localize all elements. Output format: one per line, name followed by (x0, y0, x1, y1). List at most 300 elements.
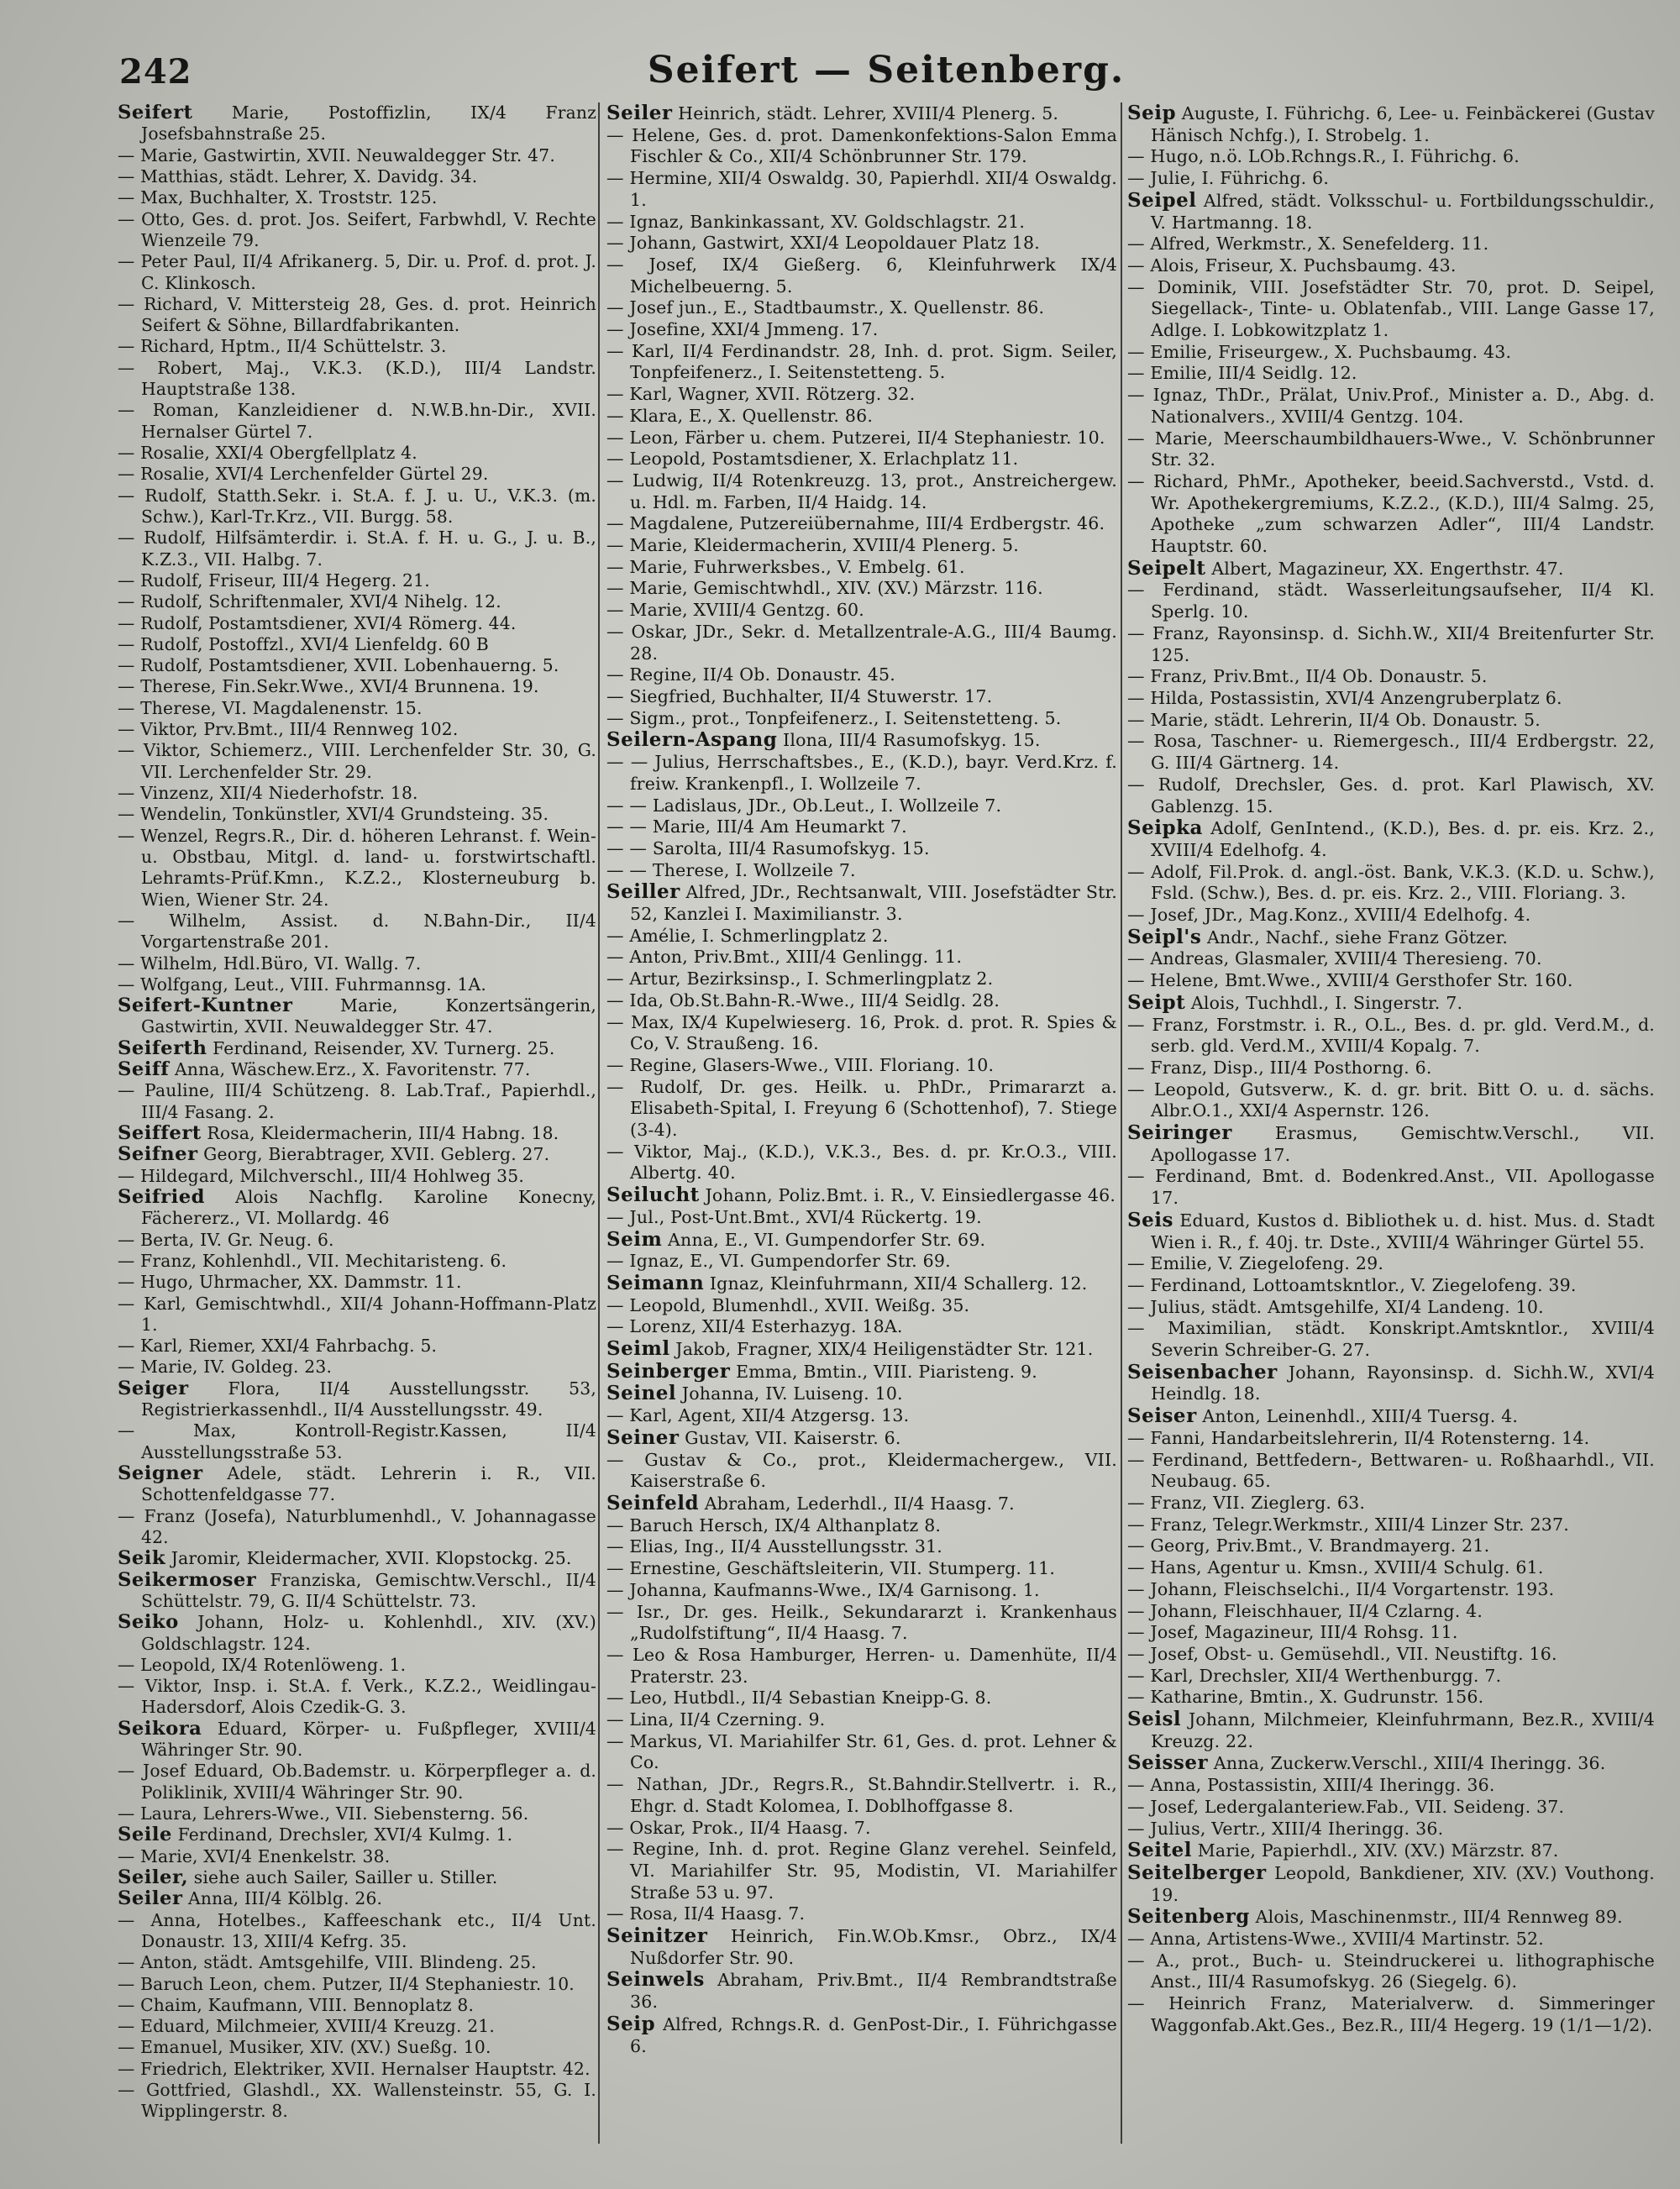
directory-entry (1127, 234, 1655, 255)
entry-text: — Leo, Hutbdl., II/4 Sebastian Kneipp-G. 8. (606, 1688, 992, 1709)
directory-entry (118, 358, 596, 401)
entry-text: — Rosalie, XVI/4 Lerchenfelder Gürtel 29. (118, 464, 489, 485)
entry-text: Erasmus, Gemischtw.Verschl., VII. Apollogasse 17. (1151, 1123, 1655, 1165)
entry-text: — Adolf, Fil.Prok. d. angl.-öst. Bank, V.K.3. (K.D. u. Schw.), Fsld. (Schw.), Bes. d. pr. eis. Krz. 2., VIII. Floriang. 3. (1127, 861, 1655, 904)
directory-entry (1127, 1405, 1655, 1428)
entry-surname: Seilucht (606, 1184, 700, 1207)
entry-text: — Peter Paul, II/4 Afrikanerg. 5, Dir. u. Prof. d. prot. J. C. Klinkosch. (118, 251, 596, 293)
entry-text: — Johann, Gastwirt, XXI/4 Leopoldauer Platz 18. (606, 233, 1040, 254)
entry-text: — Leopold, Postamtsdiener, X. Erlachplatz 11. (606, 449, 1019, 470)
entry-text: — Siegfried, Buchhalter, II/4 Stuwerstr. 17. (606, 685, 993, 706)
directory-entry (606, 1493, 1117, 1515)
entry-text: — Anna, Postassistin, XIII/4 Iheringg. 36. (1127, 1775, 1495, 1796)
directory-entry (118, 209, 596, 252)
directory-entry (118, 251, 596, 294)
directory-entry (1127, 428, 1655, 471)
entry-text: — Viktor, Maj., (K.D.), V.K.3., Bes. d. pr. Kr.O.3., VIII. Albertg. 40. (606, 1141, 1117, 1184)
entry-text: — Hilda, Postassistin, XVI/4 Anzengruberplatz 6. (1127, 687, 1562, 708)
entry-text: Johann, Milchmeier, Kleinfuhrmann, Bez.R., XVIII/4 Kreuzg. 22. (1151, 1709, 1655, 1751)
entry-surname: Seiringer (1127, 1121, 1232, 1145)
entry-text: — Rudolf, Drechsler, Ges. d. prot. Karl Plawisch, XV. Gablenzg. 15. (1127, 774, 1655, 816)
directory-entry (118, 1294, 596, 1336)
entry-text: Johanna, IV. Luiseng. 10. (676, 1383, 903, 1404)
directory-entry (118, 591, 596, 612)
directory-entry (1127, 1644, 1655, 1666)
directory-entry (606, 1969, 1117, 2013)
directory-entry (1127, 277, 1655, 342)
directory-entry (1127, 1929, 1655, 1950)
entry-text: Anna, III/4 Kölblg. 26. (182, 1888, 383, 1909)
directory-entry (1127, 927, 1655, 949)
directory-entry (606, 1925, 1117, 1969)
directory-entry (118, 1463, 596, 1506)
directory-entry (1127, 731, 1655, 774)
directory-entry (1127, 1058, 1655, 1079)
directory-entry (118, 974, 596, 995)
entry-text: — Rudolf, Friseur, III/4 Hegerg. 21. (118, 570, 430, 591)
directory-entry (1127, 970, 1655, 992)
entry-text: — Leon, Färber u. chem. Putzerei, II/4 Stephaniestr. 10. (606, 427, 1105, 448)
entry-text: — Oskar, Prok., II/4 Haasg. 7. (606, 1817, 871, 1838)
entry-text: — Josef, Obst- u. Gemüsehdl., VII. Neustiftg. 16. (1127, 1643, 1557, 1664)
entry-surname: Seiffert (118, 1122, 202, 1144)
directory-entry (1127, 1362, 1655, 1405)
entry-surname: Seinberger (606, 1359, 731, 1383)
directory-entry (118, 676, 596, 697)
entry-surname: Seiler (118, 1887, 183, 1910)
directory-entry (606, 535, 1117, 557)
entry-text: Leopold, Bankdiener, XIV. (XV.) Vouthong. 19. (1151, 1862, 1655, 1905)
entry-surname: Seilern-Aspang (606, 728, 778, 752)
directory-entry (118, 804, 596, 825)
entry-surname: Seitelberger (1127, 1861, 1267, 1884)
entry-text: — Jul., Post-Unt.Bmt., XVI/4 Rückertg. 19. (606, 1206, 982, 1227)
directory-entry (1127, 948, 1655, 970)
entry-text: Alois Nachflg. Karoline Konecny, Fächererz., VI. Mollardg. 46 (141, 1186, 596, 1229)
directory-entry (606, 1229, 1117, 1252)
entry-text: — Rudolf, Schriftenmaler, XVI/4 Nihelg. 12. (118, 591, 501, 612)
entry-text: — Franz, Telegr.Werkmstr., XIII/4 Linzer Str. 237. (1127, 1514, 1569, 1535)
entry-text: Alfred, städt. Volksschul- u. Fortbildungsschuldir., V. Hartmanng. 18. (1151, 190, 1655, 233)
directory-entry (1127, 342, 1655, 364)
directory-entry (1127, 688, 1655, 710)
directory-entry (606, 2013, 1117, 2057)
entry-text: — Leo & Rosa Hamburger, Herren- u. Damenhüte, II/4 Praterstr. 23. (606, 1644, 1117, 1687)
entry-text: — Franz, Rayonsinsp. d. Sichh.W., XII/4 Breitenfurter Str. 125. (1127, 622, 1655, 665)
directory-entry (1127, 1015, 1655, 1058)
directory-entry (606, 708, 1117, 730)
entry-text: — Helene, Ges. d. prot. Damenkonfektions-Salon Emma Fischler & Co., XII/4 Schönbrunner Str. 179. (606, 124, 1117, 167)
directory-entry (606, 969, 1117, 990)
directory-entry (118, 1230, 596, 1251)
entry-text: — Rudolf, Statth.Sekr. i. St.A. f. J. u. U., V.K.3. (m. Schw.), Karl-Tr.Krz., VII. Burgg. 58. (118, 485, 596, 527)
entry-text: Johann, Holz- u. Kohlenhdl., XIV. (XV.) Goldschlagstr. 124. (141, 1612, 596, 1654)
directory-entry (1127, 1579, 1655, 1601)
entry-text: Jaromir, Kleidermacher, XVII. Klopstockg. 25. (165, 1548, 572, 1569)
entry-surname: Seitenberg (1127, 1905, 1250, 1929)
entry-text: — Therese, Fin.Sekr.Wwe., XVI/4 Brunnena. 19. (118, 676, 539, 697)
entry-text: Marie, Papierhdl., XIV. (XV.) Märzstr. 87. (1191, 1840, 1559, 1861)
directory-entry (1127, 1493, 1655, 1514)
directory-entry (118, 698, 596, 719)
entry-text: — Ferdinand, städt. Wasserleitungsaufseher, II/4 Kl. Sperlg. 10. (1127, 580, 1655, 622)
entry-text: — Regine, Glasers-Wwe., VIII. Floriang. 10. (606, 1054, 995, 1075)
entry-text: — Chaim, Kaufmann, VIII. Bennoplatz 8. (118, 1994, 475, 2015)
entry-text: — Max, IX/4 Kupelwieserg. 16, Prok. d. prot. R. Spies & Co, V. Straußeng. 16. (606, 1011, 1117, 1054)
entry-text: — Nathan, JDr., Regrs.R., St.Bahndir.Stellvertr. i. R., Ehgr. d. Stadt Kolomea, I. Doblhoffgasse 8. (606, 1774, 1117, 1816)
entry-text: — Ignaz, E., VI. Gumpendorfer Str. 69. (606, 1251, 951, 1272)
entry-text: — Franz, VII. Zieglerg. 63. (1127, 1493, 1366, 1513)
entry-text: — Julius, Vertr., XIII/4 Iheringg. 36. (1127, 1818, 1444, 1839)
entry-text: — Karl, Agent, XII/4 Atzgersg. 13. (606, 1405, 910, 1426)
entry-surname: Seipel (1127, 188, 1197, 212)
column-2 (606, 102, 1117, 2152)
entry-surname: Seile (118, 1824, 172, 1846)
directory-entry (118, 995, 596, 1038)
entry-text: Anton, Leinenhdl., XIII/4 Tuersg. 4. (1196, 1406, 1519, 1427)
entry-text: Alois, Maschinenmstr., III/4 Rennweg 89. (1249, 1907, 1623, 1928)
entry-text: — Johann, Fleischselchi., II/4 Vorgartenstr. 193. (1127, 1578, 1555, 1599)
entry-text: Rosa, Kleidermacherin, III/4 Habng. 18. (201, 1123, 559, 1143)
entry-text: — Laura, Lehrers-Wwe., VII. Siebensterng. 56. (118, 1803, 529, 1824)
entry-text: — Eduard, Milchmeier, XVIII/4 Kreuzg. 21. (118, 2016, 496, 2037)
directory-entry (118, 613, 596, 634)
directory-entry (606, 168, 1117, 211)
directory-entry (1127, 1862, 1655, 1906)
entry-text: Andr., Nachf., siehe Franz Götzer. (1201, 927, 1509, 948)
entry-surname: Seinwels (606, 1968, 705, 1992)
entry-text: Alois, Tuchhdl., I. Singerstr. 7. (1185, 992, 1463, 1013)
directory-entry (606, 1077, 1117, 1142)
entry-text: — Marie, Gastwirtin, XVII. Neuwaldegger Str. 47. (118, 144, 555, 165)
page-number: 242 (119, 52, 192, 92)
directory-entry (1127, 385, 1655, 428)
entry-text: — Alfred, Werkmstr., X. Senefelderg. 11. (1127, 234, 1489, 255)
entry-surname: Seipelt (1127, 556, 1206, 580)
page-header (109, 49, 1663, 99)
entry-text: — Leopold, Gutsverw., K. d. gr. brit. Bitt O. u. d. sächs. Albr.O.1., XXI/4 Aspernstr. 126. (1127, 1079, 1655, 1121)
entry-surname: Seikora (118, 1717, 202, 1740)
entry-text: — Oskar, JDr., Sekr. d. Metallzentrale-A.G., III/4 Baumg. 28. (606, 621, 1117, 664)
entry-surname: Seim (606, 1227, 663, 1251)
entry-text: — Pauline, III/4 Schützeng. 8. Lab.Traf., Papierhdl., III/4 Fasang. 2. (118, 1080, 596, 1122)
directory-entry (606, 428, 1117, 449)
entry-text: — Hermine, XII/4 Oswaldg. 30, Papierhdl. XII/4 Oswaldg. 1. (606, 168, 1117, 210)
entry-text: — Josef, Magazineur, III/4 Rohsg. 11. (1127, 1622, 1458, 1643)
entry-text: — Klara, E., X. Quellenstr. 86. (606, 405, 874, 426)
directory-entry (606, 1184, 1117, 1207)
entry-text: — Max, Buchhalter, X. Troststr. 125. (118, 187, 438, 208)
entry-text: — Rosalie, XXI/4 Obergfellplatz 4. (118, 443, 417, 463)
entry-text: — Josef Eduard, Ob.Bademstr. u. Körperpfleger a. d. Poliklinik, XVIII/4 Währinger Str. 90. (118, 1761, 596, 1803)
entry-surname: Seifert (118, 102, 193, 123)
entry-text: — Emilie, III/4 Seidlg. 12. (1127, 363, 1357, 384)
directory-entry (118, 2080, 596, 2123)
directory-entry (118, 911, 596, 953)
directory-entry (606, 1295, 1117, 1317)
entry-text: — Emilie, Friseurgew., X. Puchsbaumg. 43. (1127, 341, 1512, 362)
entry-text: — Lina, II/4 Czerning. 9. (606, 1709, 826, 1730)
directory-entry (118, 826, 596, 911)
directory-entry (606, 860, 1117, 882)
directory-entry (606, 297, 1117, 319)
entry-text: — Dominik, VIII. Josefstädter Str. 70, prot. D. Seipel, Siegellack-, Tinte- u. Oblatenfab., VIII. Lange Gasse 17, Adlge. I. Lobkowitzplatz 1. (1127, 276, 1655, 341)
directory-entry (606, 1405, 1117, 1427)
directory-entry (1127, 862, 1655, 905)
directory-entry (1127, 168, 1655, 190)
entry-text: — Wendelin, Tonkünstler, XVI/4 Grundsteing. 35. (118, 804, 549, 825)
column-1 (118, 102, 596, 2152)
entry-text: — Max, Kontroll-Registr.Kassen, II/4 Ausstellungsstraße 53. (118, 1420, 596, 1462)
entry-text: — Josef jun., E., Stadtbaumstr., X. Quellenstr. 86. (606, 297, 1045, 318)
entry-text: — Emanuel, Musiker, XIV. (XV.) Sueßg. 10. (118, 2037, 491, 2058)
entry-text: — Franz (Josefa), Naturblumenhdl., V. Johannagasse 42. (118, 1505, 596, 1547)
directory-entry (118, 570, 596, 591)
directory-entry (606, 795, 1117, 817)
entry-text: — Franz, Forstmstr. i. R., O.L., Bes. d. pr. gld. Verd.M., d. serb. gld. Verd.M., XVIII/4 Kopalg. 7. (1127, 1014, 1655, 1057)
directory-entry (1127, 1253, 1655, 1275)
column-divider (598, 102, 600, 2144)
entry-text: — Richard, V. Mittersteig 28, Ges. d. prot. Heinrich Seifert & Söhne, Billardfabrikanten. (118, 293, 596, 336)
entry-surname: Seinitzer (606, 1924, 708, 1948)
directory-entry (606, 578, 1117, 600)
directory-entry (606, 816, 1117, 838)
entry-text: — Marie, Meerschaumbildhauers-Wwe., V. Schönbrunner Str. 32. (1127, 428, 1655, 470)
entry-text: Gustav, VII. Kaiserstr. 6. (679, 1427, 901, 1448)
entry-surname: Seitel (1127, 1839, 1192, 1862)
directory-entry (118, 1251, 596, 1272)
directory-entry (118, 1059, 596, 1080)
directory-entry (606, 881, 1117, 925)
directory-entry (606, 102, 1117, 125)
entry-text: — Ida, Ob.St.Bahn-R.-Wwe., III/4 Seidlg. 28. (606, 990, 1000, 1011)
directory-entry (606, 1515, 1117, 1537)
directory-entry (606, 1839, 1117, 1903)
entry-text: — Josef, Ledergalanteriew.Fab., VII. Seideng. 37. (1127, 1796, 1565, 1817)
directory-entry (1127, 580, 1655, 622)
directory-entry (606, 384, 1117, 406)
entry-surname: Seisenbacher (1127, 1360, 1278, 1383)
entry-text: — — Sarolta, III/4 Rasumofskyg. 15. (606, 837, 930, 858)
entry-text: Ferdinand, Reisender, XV. Turnerg. 25. (207, 1037, 555, 1058)
directory-entry (1127, 1993, 1655, 2036)
entry-text: — Johanna, Kaufmanns-Wwe., IX/4 Garnisong. 1. (606, 1579, 1040, 1600)
entry-surname: Seipt (1127, 990, 1186, 1014)
directory-entry (118, 1506, 596, 1549)
directory-entry (118, 1166, 596, 1187)
entry-text: Georg, Bierabtrager, XVII. Geblerg. 27. (197, 1144, 550, 1165)
entry-text: Marie, Konzertsängerin, Gastwirtin, XVII. Neuwaldegger Str. 47. (141, 995, 596, 1037)
directory-entry (118, 1038, 596, 1059)
entry-text: Emma, Bmtin., VIII. Piaristeng. 9. (730, 1361, 1037, 1382)
directory-entry (606, 1903, 1117, 1925)
entry-text: — Otto, Ges. d. prot. Jos. Seifert, Farbwhdl, V. Rechte Wienzeile 79. (118, 208, 596, 250)
directory-entry (1127, 1079, 1655, 1122)
entry-text: — Hildegard, Milchverschl., III/4 Hohlweg 35. (118, 1165, 524, 1186)
entry-text: — Josef, JDr., Mag.Konz., XVIII/4 Edelhofg. 4. (1127, 905, 1531, 926)
directory-entry (1127, 1819, 1655, 1840)
directory-entry (1127, 1557, 1655, 1579)
entry-text: — Leopold, Blumenhdl., XVII. Weißg. 35. (606, 1294, 970, 1315)
entry-text: Ignaz, Kleinfuhrmann, XII/4 Schallerg. 12. (704, 1273, 1088, 1294)
directory-entry (1127, 255, 1655, 277)
directory-entry (606, 406, 1117, 428)
entry-text: — Anna, Artistens-Wwe., XVIII/4 Martinstr. 52. (1127, 1929, 1544, 1950)
entry-surname: Seinfeld (606, 1492, 700, 1514)
entry-text: — Marie, städt. Lehrerin, II/4 Ob. Donaustr. 5. (1127, 709, 1541, 730)
directory-entry (1127, 1297, 1655, 1319)
directory-entry (1127, 1514, 1655, 1536)
directory-entry (118, 953, 596, 974)
entry-text: Ferdinand, Drechsler, XVI/4 Kulmg. 1. (171, 1824, 513, 1845)
entry-text: — Franz, Disp., III/4 Posthorng. 6. (1127, 1057, 1432, 1078)
directory-entry (606, 990, 1117, 1012)
entry-surname: Seip (606, 2012, 656, 2035)
directory-entry (606, 686, 1117, 708)
directory-entry (118, 1655, 596, 1676)
directory-entry (118, 634, 596, 655)
directory-entry (1127, 992, 1655, 1015)
entry-text: Abraham, Priv.Bmt., II/4 Rembrandtstraße 36. (630, 1970, 1117, 2013)
entry-surname: Seipka (1127, 816, 1203, 840)
entry-text: Flora, II/4 Ausstellungsstr. 53, Registrierkassenhdl., II/4 Ausstellungsstr. 49. (141, 1378, 596, 1420)
entry-text: — Viktor, Schiemerz., VIII. Lerchenfelder Str. 30, G. VII. Lerchenfelder Str. 29. (118, 740, 596, 782)
entry-surname: Seisser (1127, 1751, 1209, 1775)
directory-entry (606, 319, 1117, 341)
entry-text: — Friedrich, Elektriker, XVII. Hernalser Hauptstr. 42. (118, 2058, 591, 2079)
directory-entry (1127, 1166, 1655, 1209)
directory-entry (118, 1378, 596, 1421)
directory-entry (606, 1273, 1117, 1295)
directory-entry (1127, 1450, 1655, 1493)
directory-entry (606, 926, 1117, 948)
entry-text: — Alois, Friseur, X. Puchsbaumg. 43. (1127, 255, 1457, 276)
entry-text: — Rudolf, Hilfsämterdir. i. St.A. f. H. u. G., J. u. B., K.Z.3., VII. Halbg. 7. (118, 528, 596, 570)
entry-text: — Franz, Priv.Bmt., II/4 Ob. Donaustr. 5. (1127, 666, 1488, 687)
entry-text: — — Marie, III/4 Am Heumarkt 7. (606, 816, 907, 837)
directory-entry (606, 1450, 1117, 1493)
entry-text: — Ferdinand, Bettfedern-, Bettwaren- u. Roßhaarhdl., VII. Neubaug. 65. (1127, 1449, 1655, 1492)
entry-text: Eduard, Körper- u. Fußpfleger, XVIII/4 Währinger Str. 90. (141, 1718, 596, 1761)
entry-surname: Seifert-Kuntner (118, 995, 293, 1017)
directory-entry (606, 1818, 1117, 1840)
entry-text: — Rudolf, Dr. ges. Heilk. u. PhDr., Primararzt a. Elisabeth-Spital, I. Freyung 6 (Schottenhof), 7. Stiege (3-4). (606, 1076, 1117, 1141)
directory-entry (1127, 1601, 1655, 1623)
entry-text: — Marie, XVI/4 Enenkelstr. 38. (118, 1845, 391, 1866)
entry-text: — Therese, VI. Magdalenenstr. 15. (118, 697, 423, 718)
entry-text: Anna, E., VI. Gumpendorfer Str. 69. (662, 1229, 986, 1250)
directory-entry (606, 1580, 1117, 1602)
entry-text: Johann, Rayonsinsp. d. Sichh.W., XVI/4 Heindlg. 18. (1151, 1362, 1655, 1404)
directory-entry (118, 187, 596, 208)
directory-entry (118, 1272, 596, 1293)
running-title: Seifert — Seitenberg. (647, 49, 1126, 92)
column-3 (1127, 102, 1655, 2152)
entry-text: — Hugo, Uhrmacher, XX. Dammstr. 11. (118, 1272, 462, 1293)
entry-text: — Berta, IV. Gr. Neug. 6. (118, 1229, 334, 1250)
entry-text: — Viktor, Prv.Bmt., III/4 Rennweg 102. (118, 719, 459, 740)
entry-text: — Roman, Kanzleidiener d. N.W.B.hn-Dir., XVII. Hernalser Gürtel 7. (118, 400, 596, 442)
directory-entry (606, 1602, 1117, 1645)
entry-text: — Julius, städt. Amtsgehilfe, XI/4 Landeng. 10. (1127, 1296, 1544, 1317)
directory-entry (118, 1144, 596, 1165)
entry-text: — A., prot., Buch- u. Steindruckerei u. lithographische Anst., III/4 Rasumofskyg. 26 (Siegelg. 6). (1127, 1950, 1655, 1992)
entry-surname: Seiner (606, 1425, 680, 1449)
directory-entry (118, 1187, 596, 1230)
entry-text: — Karl, II/4 Ferdinandstr. 28, Inh. d. prot. Sigm. Seiler, Tonpfeifenerz., I. Seitenstetteng. 5. (606, 340, 1117, 383)
directory-entry (1127, 1622, 1655, 1644)
entry-text: — Robert, Maj., V.K.3. (K.D.), III/4 Landstr. Hauptstraße 138. (118, 357, 596, 400)
directory-entry (1127, 146, 1655, 168)
directory-entry (606, 255, 1117, 297)
directory-entry (606, 1427, 1117, 1450)
directory-entry (606, 1251, 1117, 1273)
directory-entry (118, 1952, 596, 1973)
entry-text: — Wilhelm, Hdl.Büro, VI. Wallg. 7. (118, 953, 422, 974)
entry-text: — Marie, Kleidermacherin, XVIII/4 Plenerg. 5. (606, 535, 1019, 556)
entry-text: — Franz, Kohlenhdl., VII. Mechitaristeng. 6. (118, 1250, 507, 1271)
entry-text: — Wolfgang, Leut., VIII. Fuhrmannsg. 1A. (118, 974, 486, 995)
directory-entry (118, 1910, 596, 1953)
entry-text: — Viktor, Insp. i. St.A. f. Verk., K.Z.2., Weidlingau-Hadersdorf, Alois Czedik-G. 3. (118, 1676, 596, 1718)
entry-text: — Heinrich Franz, Materialverw. d. Simmeringer Waggonfab.Akt.Ges., Bez.R., III/4 Hegerg. 19 (1/1—1/2). (1127, 1993, 1655, 2035)
directory-entry (606, 664, 1117, 686)
entry-text: — Fanni, Handarbeitslehrerin, II/4 Rotensterng. 14. (1127, 1427, 1590, 1448)
entry-surname: Seikermoser (118, 1568, 257, 1591)
directory-entry (118, 400, 596, 443)
directory-entry (606, 470, 1117, 513)
entry-text: — Maximilian, städt. Konskript.Amtskntlor., XVIII/4 Severin Schreiber-G. 27. (1127, 1318, 1655, 1361)
directory-entry (118, 1974, 596, 1995)
entry-text: Abraham, Lederhdl., II/4 Haasg. 7. (699, 1493, 1015, 1514)
entry-surname: Seifner (118, 1143, 198, 1166)
directory-entry (118, 486, 596, 528)
directory-entry (606, 947, 1117, 969)
directory-entry (606, 125, 1117, 168)
entry-text: — Magdalene, Putzereiübernahme, III/4 Erdbergstr. 46. (606, 513, 1105, 534)
directory-entry (606, 622, 1117, 664)
directory-entry (606, 1731, 1117, 1774)
entry-surname: Seiff (118, 1058, 170, 1081)
directory-entry (606, 1709, 1117, 1731)
directory-entry (606, 449, 1117, 470)
directory-entry (118, 1336, 596, 1357)
directory-entry (118, 655, 596, 676)
entry-text: — Wenzel, Regrs.R., Dir. d. höheren Lehranst. f. Wein- u. Obstbau, Mitgl. d. land- u. forstwirtschaftl. Lehramts-Prüf.Kmn., K.Z.2., Klosterneuburg b. Wien, Wiener Str. 24. (118, 825, 596, 910)
entry-text: — Ignaz, Bankinkassant, XV. Goldschlagstr. 21. (606, 211, 1026, 232)
entry-surname: Seik (118, 1547, 166, 1570)
entry-text: — Elias, Ing., II/4 Ausstellungsstr. 31. (606, 1536, 943, 1557)
directory-entry (118, 1570, 596, 1613)
entry-text: Franziska, Gemischtw.Verschl., II/4 Schüttelstr. 79, G. II/4 Schüttelstr. 73. (141, 1569, 596, 1611)
directory-entry (1127, 623, 1655, 666)
entry-text: — Helene, Bmt.Wwe., XVIII/4 Gersthofer Str. 160. (1127, 970, 1573, 991)
entry-surname: Seis (1127, 1208, 1173, 1231)
directory-entry (1127, 363, 1655, 385)
directory-entry (1127, 817, 1655, 861)
entry-surname: Seinel (606, 1382, 677, 1405)
entry-text: — Julie, I. Führichg. 6. (1127, 168, 1330, 189)
directory-entry (118, 1612, 596, 1655)
entry-text: Ilona, III/4 Rasumofskyg. 15. (777, 730, 1041, 751)
entry-text: — Josefine, XXI/4 Jmmeng. 17. (606, 319, 879, 340)
entry-text: siehe auch Sailer, Sailler u. Stiller. (188, 1866, 498, 1887)
directory-entry (1127, 1275, 1655, 1297)
entry-surname: Seisl (1127, 1708, 1182, 1731)
directory-entry (1127, 1797, 1655, 1819)
entry-text: — Gottfried, Glashdl., XX. Wallensteinstr. 55, G. I. Wipplingerstr. 8. (118, 2080, 596, 2122)
directory-entry (1127, 710, 1655, 732)
